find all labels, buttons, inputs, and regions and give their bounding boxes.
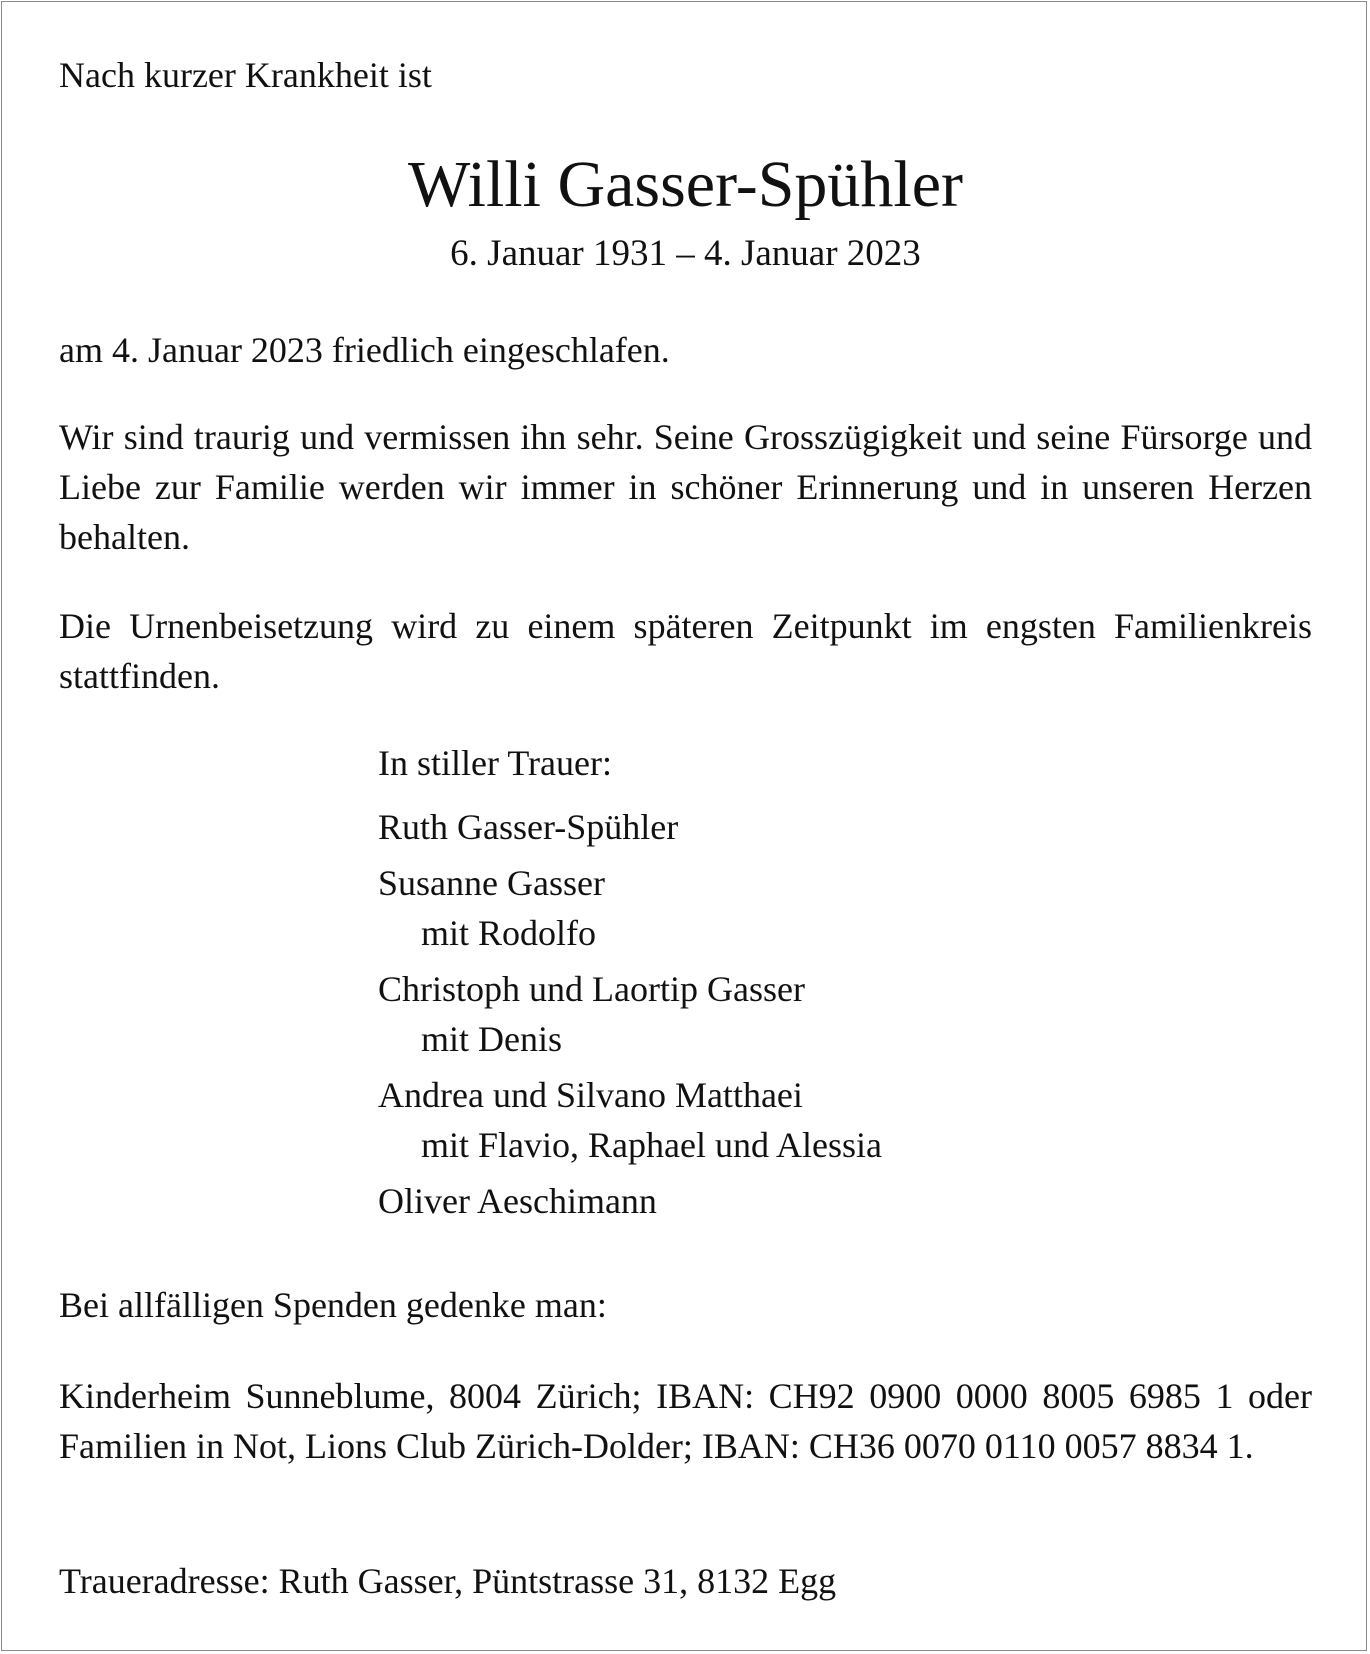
- mourner-name: Oliver Aeschimann: [378, 1181, 657, 1221]
- mourner-entry: [378, 1176, 882, 1226]
- mourner-entry: [378, 858, 882, 958]
- mourning-address: Traueradresse: Ruth Gasser, Püntstrasse 31, 8132 Egg: [59, 1561, 837, 1601]
- intro-text: Nach kurzer Krankheit ist: [59, 55, 432, 95]
- mourner-name: Andrea und Silvano Matthaei: [378, 1075, 803, 1115]
- tribute-paragraph: Wir sind traurig und vermissen ihn sehr. Seine Grosszügigkeit und seine Fürsorge und Liebe zur Familie werden wir immer in schöner Erinnerung und in unseren Herzen behalten.: [59, 417, 1312, 557]
- life-dates: 6. Januar 1931 – 4. Januar 2023: [450, 233, 921, 274]
- mourner-entry: [378, 964, 882, 1064]
- mourner-name: Ruth Gasser-Spühler: [378, 807, 679, 847]
- mourner-companions: mit Denis: [421, 1019, 562, 1059]
- donations-intro: Bei allfälligen Spenden gedenke man:: [59, 1285, 607, 1325]
- burial-paragraph: Die Urnenbeisetzung wird zu einem späteren Zeitpunkt im engsten Familienkreis stattfinden.: [59, 606, 1312, 696]
- mourner-name: Christoph und Laortip Gasser: [378, 969, 805, 1009]
- mourning-heading: In stiller Trauer:: [378, 743, 612, 783]
- mourner-entry: [378, 802, 882, 852]
- donations-details: Kinderheim Sunneblume, 8004 Zürich; IBAN: CH92 0900 0000 8005 6985 1 oder Familien in Not, Lions Club Zürich-Dolder; IBAN: CH36 0070 0110 0057 8834 1.: [59, 1376, 1312, 1466]
- mourners-list: [378, 738, 882, 1226]
- mourner-companions: mit Flavio, Raphael und Alessia: [421, 1125, 882, 1165]
- passing-text: am 4. Januar 2023 friedlich eingeschlafen.: [59, 330, 670, 370]
- mourner-name: Susanne Gasser: [378, 863, 605, 903]
- mourner-companions: mit Rodolfo: [421, 913, 597, 953]
- deceased-name: Willi Gasser-Spühler: [407, 148, 964, 221]
- mourner-entry: [378, 1070, 882, 1170]
